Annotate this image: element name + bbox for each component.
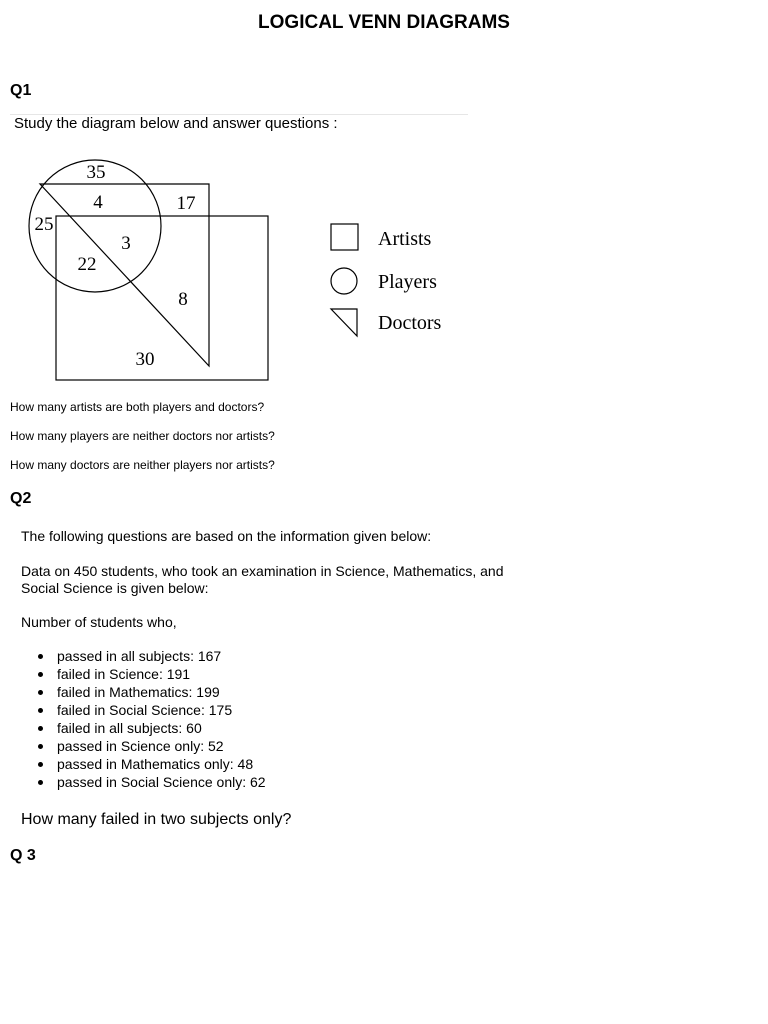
q3-heading: Q 3 xyxy=(10,847,36,864)
artists-square xyxy=(56,216,268,380)
list-item: failed in all subjects: 60 xyxy=(38,719,266,737)
legend-artists-label: Artists xyxy=(378,228,432,250)
list-item: passed in Social Science only: 62 xyxy=(38,773,266,791)
q1-question-1: How many artists are both players and doctors? xyxy=(10,400,265,414)
list-item: failed in Mathematics: 199 xyxy=(38,683,266,701)
q2-data-line-1: Data on 450 students, who took an examination in Science, Mathematics, and xyxy=(21,563,504,579)
region-value: 4 xyxy=(93,192,103,213)
q2-heading: Q2 xyxy=(10,490,32,507)
venn-diagram xyxy=(0,140,480,390)
legend-doctors-label: Doctors xyxy=(378,312,442,334)
list-item: failed in Science: 191 xyxy=(38,665,266,683)
page-title: LOGICAL VENN DIAGRAMS xyxy=(258,12,510,33)
q1-question-3: How many doctors are neither players nor artists? xyxy=(10,458,275,472)
q1-heading: Q1 xyxy=(10,82,32,99)
region-value: 35 xyxy=(86,162,106,183)
region-value: 3 xyxy=(121,233,131,254)
region-value: 17 xyxy=(176,193,196,214)
list-item: failed in Social Science: 175 xyxy=(38,701,266,719)
q2-question: How many failed in two subjects only? xyxy=(21,811,292,828)
q2-data-line-2: Social Science is given below: xyxy=(21,580,209,596)
region-value: 22 xyxy=(77,254,97,275)
region-value: 8 xyxy=(178,289,188,310)
legend-square-icon xyxy=(331,224,358,250)
q1-divider xyxy=(10,114,468,115)
legend-players-label: Players xyxy=(378,271,437,293)
legend-triangle-icon xyxy=(331,309,357,336)
q1-question-2: How many players are neither doctors nor artists? xyxy=(10,429,275,443)
list-item: passed in Mathematics only: 48 xyxy=(38,755,266,773)
legend-circle-icon xyxy=(331,268,357,294)
region-value: 30 xyxy=(135,349,155,370)
q2-intro: The following questions are based on the information given below: xyxy=(21,528,432,544)
q2-list-intro: Number of students who, xyxy=(21,614,177,630)
q1-intro: Study the diagram below and answer questions : xyxy=(14,115,338,132)
region-value: 25 xyxy=(34,214,54,235)
list-item: passed in Science only: 52 xyxy=(38,737,266,755)
q2-data-list xyxy=(38,647,266,791)
list-item: passed in all subjects: 167 xyxy=(38,647,266,665)
